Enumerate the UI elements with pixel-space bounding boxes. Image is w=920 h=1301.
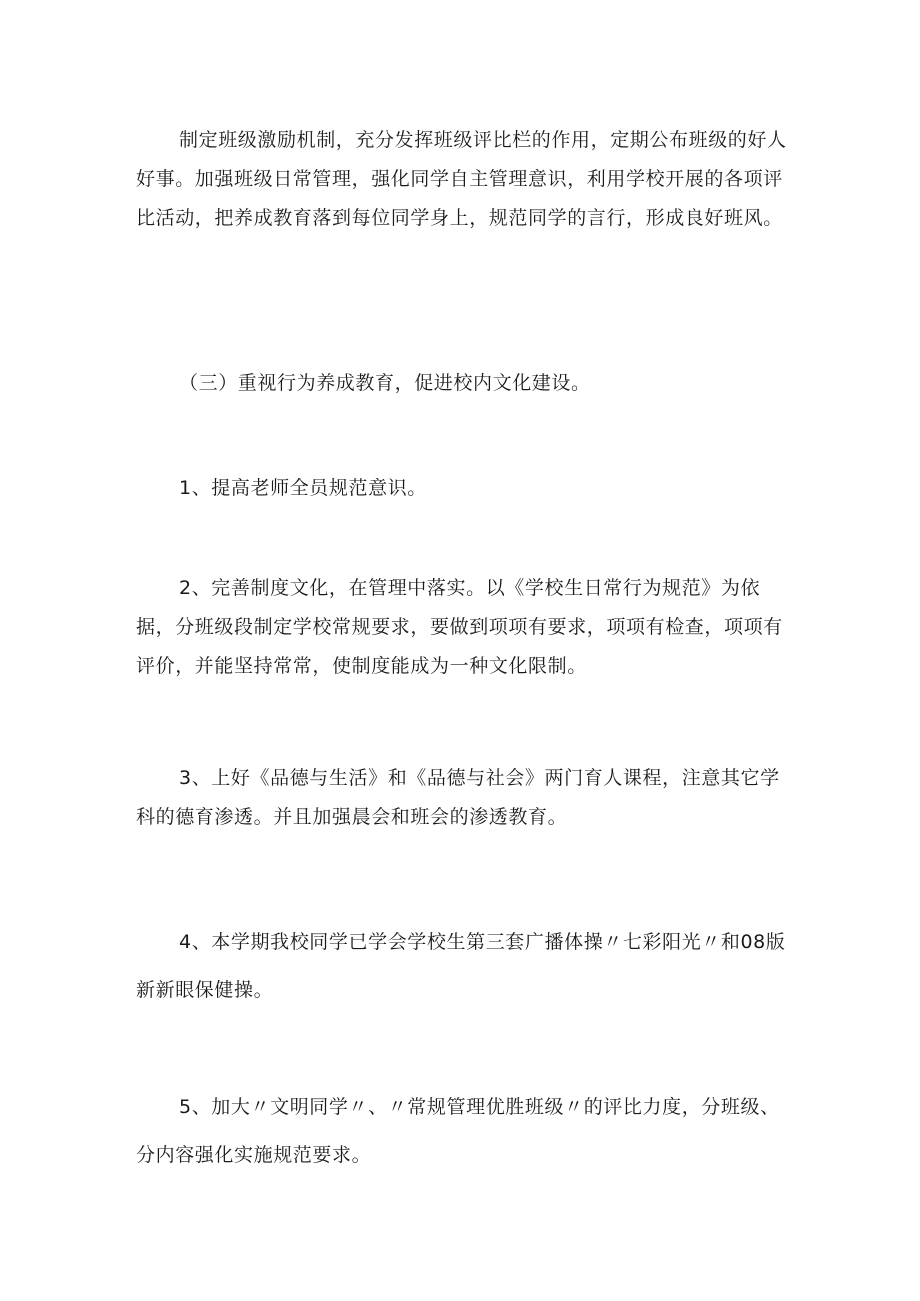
list-item-5: 5、加大〃文明同学〃、〃常规管理优胜班级〃的评比力度，分班级、分内容强化实施规范要求。 (136, 1096, 780, 1166)
paragraph-class-incentive: 制定班级激励机制，充分发挥班级评比栏的作用，定期公布班级的好人好事。加强班级日常管理，强化同学自主管理意识，利用学校开展的各项评比活动，把养成教育落到每位同学身上，规范同学的言行，形成良好班风。 (136, 129, 787, 229)
list-item-2: 2、完善制度文化，在管理中落实。以《学校生日常行为规范》为依据，分班级段制定学校常规要求，要做到项项有要求，项项有检查，项项有评价，并能坚持常常，使制度能成为一种文化限制。 (136, 577, 783, 677)
section-heading-three: （三）重视行为养成教育，促进校内文化建设。 (179, 372, 591, 394)
list-item-4: 4、本学期我校同学已学会学校生第三套广播体操〃七彩阳光〃和08版新新眼保健操。 (136, 931, 786, 1001)
list-item-3: 3、上好《品德与生活》和《品德与社会》两门育人课程，注意其它学科的德育渗透。并且加强晨会和班会的渗透教育。 (136, 767, 780, 828)
list-item-1: 1、提高老师全员规范意识。 (179, 477, 427, 499)
